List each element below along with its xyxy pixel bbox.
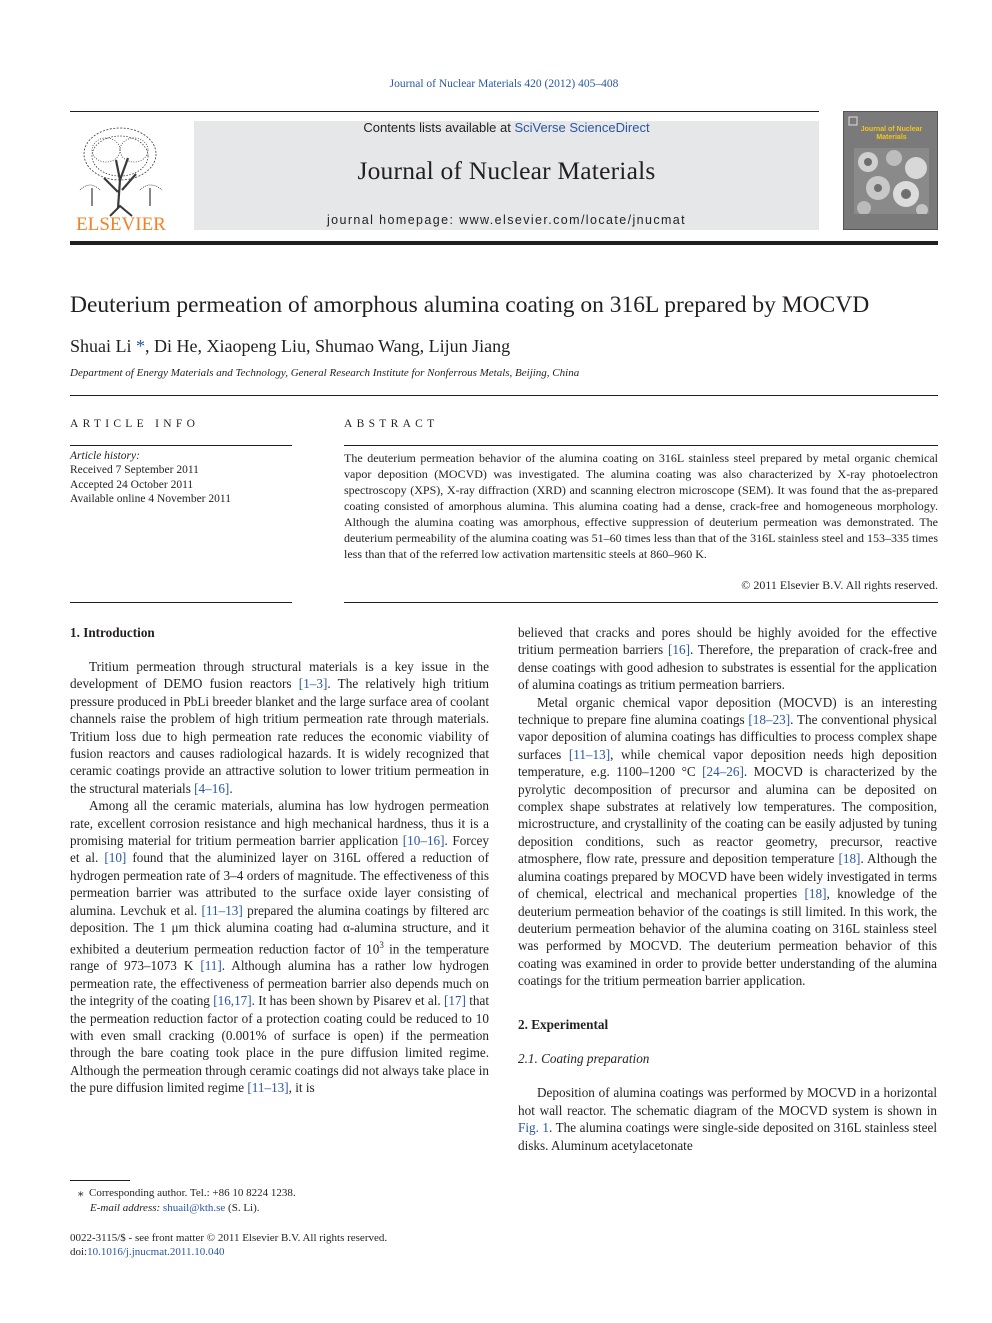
contents-prefix: Contents lists available at: [363, 120, 515, 135]
reference-link[interactable]: [18]: [804, 886, 827, 902]
front-matter-line: 0022-3115/$ - see front matter © 2011 Elsevier B.V. All rights reserved.: [70, 1232, 388, 1244]
author-list: [70, 336, 510, 357]
introduction-heading: 1. Introduction: [70, 625, 155, 640]
intro-paragraph-2-continued: believed that cracks and pores should be highly avoided for the effective tritium permeation barriers [16]. Therefore, the preparation of crack-free and dense coatings with good adhesion to substrates is essential for the application of alumina coatings as tritium permeation barriers.: [518, 625, 937, 693]
footnote-star: ⁎: [78, 1187, 84, 1199]
intro-paragraph-2: Among all the ceramic materials, alumina has low hydrogen permeation rate, excellent corrosion resistance and high mechanical hardness, thus it is a promising material for tritium permeation barrier application [10–16]. Forcey et al. [10] found that the aluminized layer on 316L offered a reduction of hydrogen permeation rate of 3–4 orders of magnitude. The effectiveness of this permeation barrier was attributed to the surface oxide layer consisting of alumina. Levchuk et al. [11–13] prepared the alumina coatings by filtered arc deposition. The 1 μm thick alumina coating had α-alumina structure, and it exhibited a deuterium permeation reduction factor of $10^3$ in the temperature range of 973–1073 K [11]. Although alumina has a rather low hydrogen permeation rate, the effectiveness of permeation barrier also depends much on the integrity of the coating [16,17]. It has been shown by Pisarev et al. [17] that the permeation reduction factor of a protection coating could be reduced to 10 with even small cracking (0.001% of surface is open) if the permeation through the bare coating took place in the pure diffusion limited regime. Although the permeation through ceramic coatings did not always take place in the pure diffusion limited regime [11–13], it is: [70, 798, 490, 1096]
cover-title: Journal of Nuclear Materials: [860, 126, 923, 141]
paper-title: Deuterium permeation of amorphous alumina coating on 316L prepared by MOCVD: [70, 292, 870, 318]
intro-paragraph-1: Tritium permeation through structural materials is a key issue in the development of DEMO fusion reactors [1–3]. The relatively high tritium pressure produced in PbLi breeder blanket and the large surface area of coolant channels raise the problem of high tritium permeation rate through materials. Tritium loss due to high permeation rate reduces the economic viability of fusion reactors and causes radiological hazards. It is widely recognized that ceramic coatings provide an attractive solution to lower tritium permeation in the structural materials [4–16].: [70, 659, 489, 796]
author-corresponding[interactable]: Shuai Li: [70, 336, 132, 356]
reference-link[interactable]: [10–16]: [402, 833, 445, 849]
journal-name: Journal of Nuclear Materials: [357, 156, 656, 185]
reference-link[interactable]: [16]: [668, 642, 690, 658]
body-column-right: [518, 624, 937, 1154]
reference-link[interactable]: [24–26]: [702, 764, 744, 780]
reference-link[interactable]: [11–13]: [247, 1080, 289, 1096]
reference-link[interactable]: [4–16]: [194, 780, 230, 796]
coating-preparation-heading: 2.1. Coating preparation: [518, 1050, 650, 1066]
cover-micrograph-icon: [854, 148, 929, 214]
reference-link[interactable]: [11–13]: [201, 902, 243, 918]
reference-link[interactable]: [11–13]: [568, 746, 611, 762]
author-others: , Di He, Xiaopeng Liu, Shumao Wang, Lijun Jiang: [145, 336, 511, 356]
exponent: 3: [379, 939, 384, 950]
header-rule: [70, 111, 819, 112]
doi-label: doi:: [70, 1246, 88, 1258]
abstract-rule-top: [344, 445, 938, 446]
article-info-rule-top: [70, 445, 292, 446]
elsevier-wordmark: ELSEVIER: [76, 214, 166, 232]
experimental-heading: 2. Experimental: [518, 1016, 609, 1032]
figure-link[interactable]: Fig. 1: [518, 1120, 550, 1136]
doi-link[interactable]: 10.1016/j.jnucmat.2011.10.040: [87, 1246, 225, 1258]
header-divider: [70, 241, 938, 245]
reference-link[interactable]: [17]: [443, 993, 466, 1009]
online-date: Available online 4 November 2011: [70, 492, 231, 505]
body-column-left: [70, 624, 489, 1097]
reference-link[interactable]: [16,17]: [213, 993, 252, 1009]
contents-availability: [194, 120, 819, 135]
experimental-paragraph-1: Deposition of alumina coatings was performed by MOCVD in a horizontal hot wall reactor. The schematic diagram of the MOCVD system is shown in Fig. 1. The alumina coatings were single-side deposited on 316L stainless steel disks. Aluminum acetylacetonate: [518, 1085, 937, 1153]
reference-link[interactable]: [18–23]: [748, 712, 791, 728]
journal-citation[interactable]: Journal of Nuclear Materials 420 (2012) 405–408: [389, 78, 619, 90]
accepted-date: Accepted 24 October 2011: [70, 478, 194, 491]
elsevier-mini-logo-icon: [848, 116, 858, 126]
footnote-rule: [70, 1180, 130, 1181]
abstract-body: The deuterium permeation behavior of the alumina coating on 316L stainless steel prepared by metal organic chemical vapor deposition (MOCVD) was investigated. The alumina coating was also characterized by X-ray photoelectron spectroscopy (XPS), X-ray diffraction (XRD) and scanning electron microscope (SEM). It was found that the as-prepared coating consisted of amorphous alumina. This alumina coating had a dense, crack-free and homogeneous morphology. Although the alumina coating was amorphous, effective suppression of deuterium permeation was demonstrated. The deuterium permeability of the alumina coating was 51–60 times less than that of the 316L stainless steel and 153–335 times less than that of the referred low activation martensitic steels at 860–960 K.: [344, 451, 938, 561]
elsevier-tree-icon: [80, 128, 162, 216]
elsevier-tree-logo[interactable]: [70, 120, 172, 232]
history-label: Article history:: [70, 450, 140, 462]
email-suffix: (S. Li).: [225, 1202, 260, 1214]
journal-homepage[interactable]: journal homepage: www.elsevier.com/locate/jnucmat: [326, 213, 687, 227]
article-info-heading: ARTICLE INFO: [70, 418, 200, 430]
abstract-copyright: © 2011 Elsevier B.V. All rights reserved.: [741, 578, 938, 592]
journal-cover-thumbnail[interactable]: [843, 111, 938, 230]
corresponding-author-marker[interactable]: *: [131, 336, 145, 356]
affiliation-rule: [70, 395, 938, 396]
reference-link[interactable]: [10]: [104, 850, 127, 866]
abstract-rule-bottom: [344, 602, 938, 603]
article-info-rule-bottom: [70, 602, 292, 603]
email-label: E-mail address:: [90, 1202, 161, 1214]
author-email-link[interactable]: shuail@kth.se: [162, 1202, 226, 1214]
reference-link[interactable]: [18]: [838, 851, 861, 867]
article-history: [70, 449, 231, 506]
abstract-heading: ABSTRACT: [344, 418, 439, 430]
corresponding-author-contact: Corresponding author. Tel.: +86 10 8224 1238.: [89, 1187, 296, 1199]
received-date: Received 7 September 2011: [70, 464, 199, 477]
reference-link[interactable]: [1–3]: [298, 676, 328, 692]
intro-paragraph-3: Metal organic chemical vapor deposition (MOCVD) is an interesting technique to prepare fine alumina coatings [18–23]. The conventional physical vapor deposition of alumina coatings has difficulties to process complex shape surfaces [11–13], while chemical vapor deposition needs high deposition temperature, e.g. 1100–1200 °C [24–26]. MOCVD is characterized by the pyrolytic decomposition of precursor and alumina can be deposited on complex shape substrates at relatively low temperatures. The composition, microstructure, and crystallinity of the coating can be easily adjusted by tuning deposition conditions, such as reactor geometry, precursor, reactive atmosphere, flow rate, pressure and deposition temperature [18]. Although the alumina coatings prepared by MOCVD have been widely investigated in terms of chemical, electrical and mechanical properties [18], knowledge of the deuterium permeation behavior of the coatings is still limited. In this work, the deuterium permeation behavior of the alumina coating on 316L stainless steel was performed by MOCVD. The deuterium permeation behavior of this coating was examined in order to provide better understanding of the alumina coatings for the tritium permeation barrier application.: [518, 694, 938, 989]
author-affiliation: Department of Energy Materials and Technology, General Research Institute for Nonferrous Metals, Beijing, China: [70, 367, 580, 379]
corresponding-author-footnote: [78, 1186, 296, 1216]
sciencedirect-link[interactable]: SciVerse ScienceDirect: [514, 120, 650, 135]
issn-block: [70, 1231, 387, 1259]
reference-link[interactable]: [11]: [200, 958, 222, 974]
